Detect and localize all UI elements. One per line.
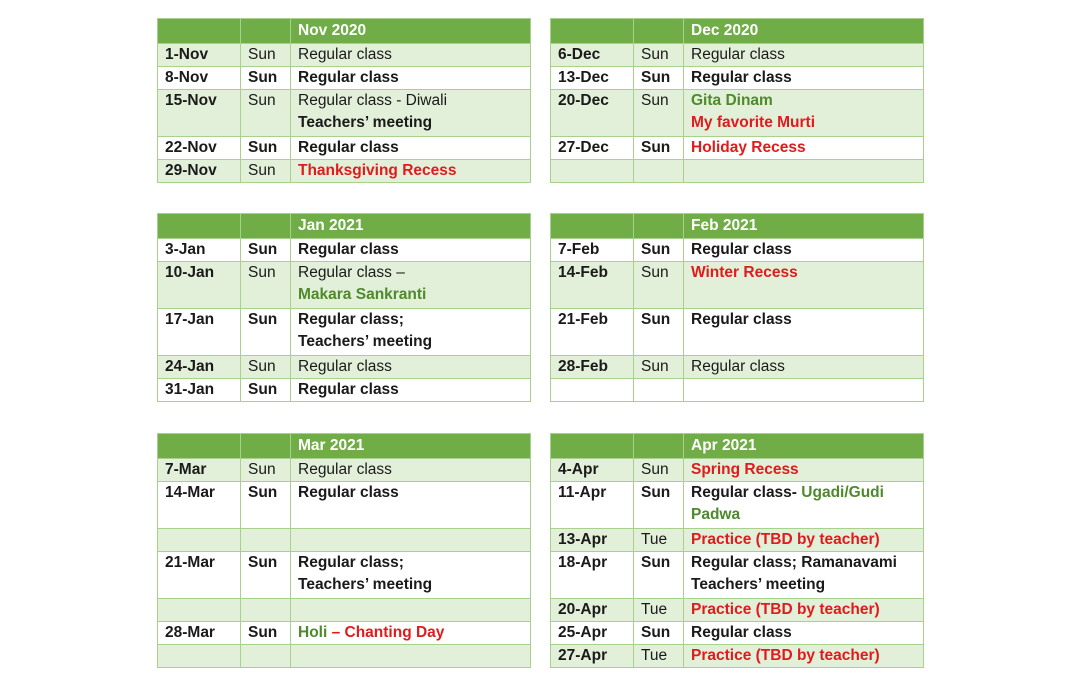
row-day: Tue xyxy=(634,599,684,622)
row-day: Sun xyxy=(241,160,291,183)
row-day: Sun xyxy=(634,309,684,356)
row-day: Sun xyxy=(241,239,291,262)
month-header-row xyxy=(158,19,531,44)
calendar-apr-2021 xyxy=(550,433,924,668)
row-day: Sun xyxy=(241,137,291,160)
row-description: Regular class xyxy=(684,622,924,645)
row-date: 24-Jan xyxy=(158,356,241,379)
table-row xyxy=(158,160,531,183)
description-line-1: Regular class – xyxy=(298,264,405,281)
table-row xyxy=(551,356,924,379)
row-description: Regular class xyxy=(291,379,531,402)
row-date: 29-Nov xyxy=(158,160,241,183)
table-row-empty xyxy=(158,599,531,622)
table-row xyxy=(158,482,531,529)
description-event: Chanting Day xyxy=(344,624,445,641)
row-date: 17-Jan xyxy=(158,309,241,356)
row-date: 15-Nov xyxy=(158,90,241,137)
row-date: 20-Apr xyxy=(551,599,634,622)
row-day: Sun xyxy=(241,379,291,402)
table-row-empty xyxy=(158,529,531,552)
row-description: Winter Recess xyxy=(684,262,924,309)
row-date: 21-Feb xyxy=(551,309,634,356)
row-description: Spring Recess xyxy=(684,459,924,482)
row-description: Regular class xyxy=(291,356,531,379)
month-header: Mar 2021 xyxy=(291,434,531,459)
row-description: Regular class xyxy=(291,137,531,160)
table-row xyxy=(551,67,924,90)
month-header-row xyxy=(158,434,531,459)
row-day: Sun xyxy=(634,459,684,482)
month-header: Feb 2021 xyxy=(684,214,924,239)
description-line-1: Regular class - Diwali xyxy=(298,92,448,109)
row-date: 7-Feb xyxy=(551,239,634,262)
table-row xyxy=(158,137,531,160)
table-row xyxy=(551,309,924,356)
row-day: Sun xyxy=(634,137,684,160)
row-description: Regular class xyxy=(684,44,924,67)
row-date: 27-Dec xyxy=(551,137,634,160)
table-row xyxy=(551,137,924,160)
description-line-2: Teachers’ meeting xyxy=(298,576,433,593)
row-day: Sun xyxy=(241,622,291,645)
table-row xyxy=(158,44,531,67)
table-row-empty xyxy=(551,160,924,183)
table-row xyxy=(158,239,531,262)
row-description: Regular class xyxy=(291,67,531,90)
row-date: 8-Nov xyxy=(158,67,241,90)
row-day: Sun xyxy=(241,309,291,356)
month-header: Jan 2021 xyxy=(291,214,531,239)
row-day: Sun xyxy=(634,239,684,262)
row-date: 6-Dec xyxy=(551,44,634,67)
month-header: Apr 2021 xyxy=(684,434,924,459)
row-date: 31-Jan xyxy=(158,379,241,402)
month-header-row xyxy=(551,214,924,239)
row-day: Sun xyxy=(241,552,291,599)
table-row xyxy=(551,622,924,645)
row-date: 20-Dec xyxy=(551,90,634,137)
row-date: 22-Nov xyxy=(158,137,241,160)
description-line-1: Regular class; xyxy=(298,554,404,571)
description-line-2: Teachers’ meeting xyxy=(298,333,433,350)
row-date: 13-Dec xyxy=(551,67,634,90)
row-date: 14-Feb xyxy=(551,262,634,309)
table-row xyxy=(551,44,924,67)
row-date: 1-Nov xyxy=(158,44,241,67)
month-header: Nov 2020 xyxy=(291,19,531,44)
calendar-feb-2021 xyxy=(550,213,924,402)
description-line-2: Teachers’ meeting xyxy=(298,114,433,131)
table-row xyxy=(551,90,924,137)
row-description: Practice (TBD by teacher) xyxy=(684,599,924,622)
row-day: Sun xyxy=(241,67,291,90)
row-day: Sun xyxy=(241,90,291,137)
row-date: 25-Apr xyxy=(551,622,634,645)
row-description: Practice (TBD by teacher) xyxy=(684,529,924,552)
row-date: 3-Jan xyxy=(158,239,241,262)
row-date: 13-Apr xyxy=(551,529,634,552)
row-description: Regular class xyxy=(291,239,531,262)
row-date: 27-Apr xyxy=(551,645,634,668)
row-description: Thanksgiving Recess xyxy=(291,160,531,183)
row-day: Sun xyxy=(634,262,684,309)
table-row xyxy=(551,645,924,668)
row-description: Regular class xyxy=(684,356,924,379)
row-description: Regular class xyxy=(684,239,924,262)
row-day: Sun xyxy=(241,262,291,309)
row-date: 14-Mar xyxy=(158,482,241,529)
month-header-row xyxy=(551,434,924,459)
month-header-row xyxy=(551,19,924,44)
row-description: Regular class xyxy=(291,482,531,529)
table-row xyxy=(158,67,531,90)
description-festival: Ugadi/Gudi xyxy=(801,484,884,501)
row-day: Sun xyxy=(634,67,684,90)
row-day: Sun xyxy=(241,356,291,379)
description-line-1: Gita Dinam xyxy=(691,92,773,109)
table-row xyxy=(158,379,531,402)
row-date: 28-Feb xyxy=(551,356,634,379)
row-date: 21-Mar xyxy=(158,552,241,599)
row-description: Regular class xyxy=(684,67,924,90)
row-day: Sun xyxy=(241,482,291,529)
row-description xyxy=(684,90,924,137)
month-header-row xyxy=(158,214,531,239)
table-row xyxy=(158,552,531,599)
row-date: 10-Jan xyxy=(158,262,241,309)
table-row xyxy=(551,239,924,262)
row-description: Holiday Recess xyxy=(684,137,924,160)
row-date: 4-Apr xyxy=(551,459,634,482)
description-separator: – xyxy=(327,624,345,641)
table-row xyxy=(158,309,531,356)
table-row xyxy=(551,459,924,482)
calendar-nov-2020 xyxy=(157,18,531,183)
row-description xyxy=(684,552,924,599)
row-day: Tue xyxy=(634,529,684,552)
row-day: Sun xyxy=(241,459,291,482)
row-day: Sun xyxy=(634,44,684,67)
table-row xyxy=(551,529,924,552)
row-description xyxy=(291,309,531,356)
description-line-2: Teachers’ meeting xyxy=(691,576,826,593)
row-day: Sun xyxy=(241,44,291,67)
row-day: Tue xyxy=(634,645,684,668)
row-date: 11-Apr xyxy=(551,482,634,529)
row-description: Regular class xyxy=(291,44,531,67)
row-description: Regular class xyxy=(684,309,924,356)
row-date: 28-Mar xyxy=(158,622,241,645)
table-row-empty xyxy=(551,379,924,402)
table-row xyxy=(158,356,531,379)
description-line-1: Regular class- xyxy=(691,484,802,501)
table-row xyxy=(158,459,531,482)
row-day: Sun xyxy=(634,356,684,379)
calendar-mar-2021 xyxy=(157,433,531,668)
table-row xyxy=(551,262,924,309)
table-row xyxy=(551,552,924,599)
table-row xyxy=(158,622,531,645)
row-description: Practice (TBD by teacher) xyxy=(684,645,924,668)
row-description xyxy=(291,552,531,599)
row-description xyxy=(684,482,924,529)
table-row xyxy=(551,482,924,529)
description-line-2: My favorite Murti xyxy=(691,114,816,131)
row-day: Sun xyxy=(634,622,684,645)
row-date: 18-Apr xyxy=(551,552,634,599)
row-description: Regular class xyxy=(291,459,531,482)
table-row xyxy=(158,262,531,309)
calendar-dec-2020 xyxy=(550,18,924,183)
row-day: Sun xyxy=(634,482,684,529)
description-line-2: Makara Sankranti xyxy=(298,286,427,303)
calendar-jan-2021 xyxy=(157,213,531,402)
table-row xyxy=(158,90,531,137)
row-day: Sun xyxy=(634,90,684,137)
month-header: Dec 2020 xyxy=(684,19,924,44)
table-row xyxy=(551,599,924,622)
description-line-1: Regular class; xyxy=(298,311,404,328)
description-festival: Holi xyxy=(298,624,328,641)
description-line-1: Regular class; Ramanavami xyxy=(691,554,897,571)
table-row-empty xyxy=(158,645,531,668)
description-line-2: Padwa xyxy=(691,506,741,523)
row-description xyxy=(291,262,531,309)
row-day: Sun xyxy=(634,552,684,599)
row-date: 7-Mar xyxy=(158,459,241,482)
row-description xyxy=(291,622,531,645)
row-description xyxy=(291,90,531,137)
